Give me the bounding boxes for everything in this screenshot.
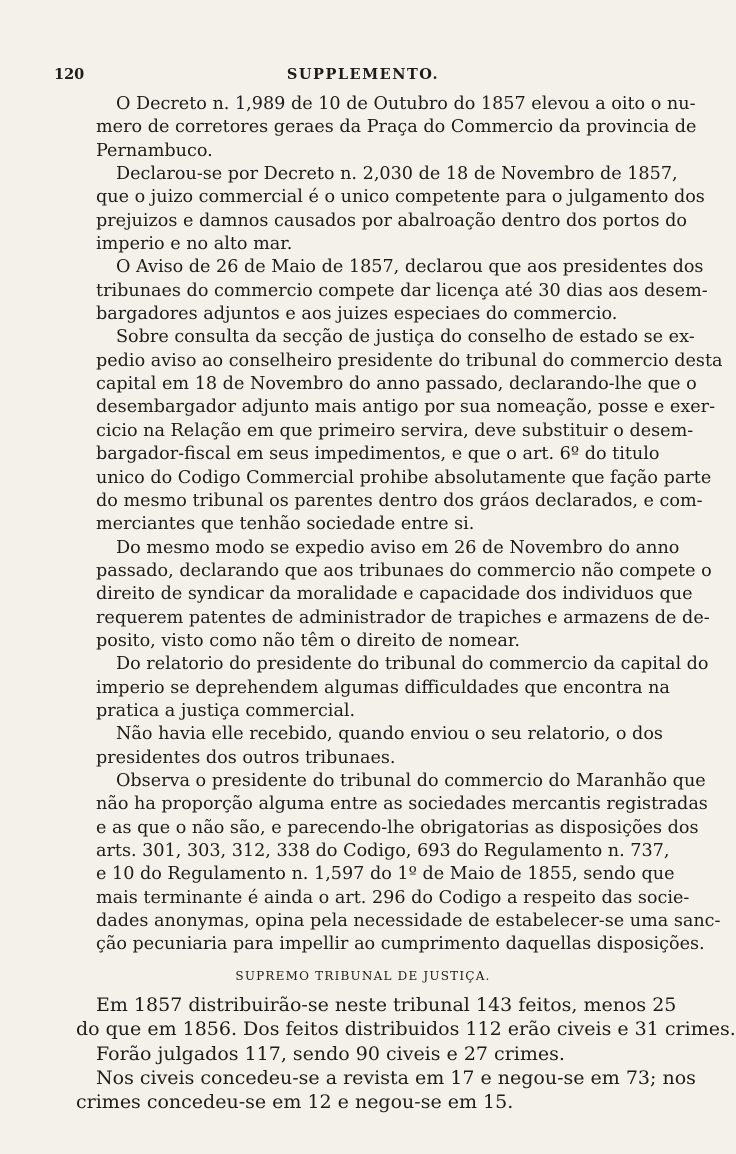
text-line: Não havia elle recebido, quando enviou o seu relatorio, o dos (116, 724, 663, 745)
paragraph (76, 770, 721, 957)
text-line: pratica a justiça commercial. (96, 700, 356, 721)
text-line: bargadores adjuntos e aos juizes especiaes do commercio. (96, 304, 618, 325)
section-text (76, 993, 736, 1115)
text-line: e 10 do Regulamento n. 1,597 do 1º de Maio de 1855, sendo que (96, 864, 675, 885)
main-text (76, 93, 723, 957)
running-title: SUPPLEMENTO. (286, 66, 440, 83)
page-header (54, 66, 650, 86)
text-line: merciantes que tenhão sociedade entre si. (96, 514, 475, 535)
text-line: não ha proporção alguma entre as sociedades mercantis registradas (96, 794, 708, 815)
text-line: requerem patentes de administrador de trapiches e armazens de de- (96, 607, 710, 628)
paragraph (76, 93, 697, 163)
text-line: pedio aviso ao conselheiro presidente do tribunal do commercio desta (96, 350, 723, 371)
text-line: O Aviso de 26 de Maio de 1857, declarou que aos presidentes dos (116, 257, 704, 278)
text-line: crimes concedeu-se em 12 e negou-se em 15. (76, 1091, 514, 1114)
text-line: O Decreto n. 1,989 de 10 de Outubro do 1857 elevou a oito o nu- (116, 94, 696, 114)
text-line: Declarou-se por Decreto n. 2,030 de 18 de Novembro de 1857, (116, 164, 678, 185)
paragraph (76, 1066, 696, 1115)
text-line: arts. 301, 303, 312, 338 do Codigo, 693 do Regulamento n. 737, (96, 841, 670, 861)
text-line: Em 1857 distribuirão-se neste tribunal 143 feitos, menos 25 (96, 993, 677, 1016)
paragraph (76, 256, 708, 326)
text-line: prejuizos e damnos causados por abalroação dentro dos portos do (96, 210, 687, 231)
text-line: imperio e no alto mar. (96, 234, 293, 255)
text-line: do mesmo tribunal os parentes dentro dos gráos declarados, e com- (96, 490, 703, 511)
text-line: do que em 1856. Dos feitos distribuidos 112 erão civeis e 31 crimes. (76, 1018, 736, 1041)
text-line: Do relatorio do presidente do tribunal do commercio da capital do (116, 654, 709, 675)
page-body (76, 93, 736, 1115)
paragraph (76, 723, 663, 770)
section-title: SUPREMO TRIBUNAL DE JUSTIÇA. (235, 968, 491, 983)
paragraph (76, 993, 736, 1042)
text-line: Pernambuco. (96, 140, 213, 161)
text-line: capital em 18 de Novembro do anno passado, declarando-lhe que o (96, 374, 697, 395)
text-line: unico do Codigo Commercial prohibe absolutamente que fação parte (96, 467, 712, 488)
paragraph (76, 1042, 650, 1066)
text-line: mais terminante é ainda o art. 296 do Codigo a respeito das socie- (96, 887, 690, 908)
text-line: desembargador adjunto mais antigo por sua nomeação, posse e exer- (96, 397, 716, 418)
text-line: Forão julgados 117, sendo 90 civeis e 27 crimes. (96, 1042, 565, 1065)
text-line: passado, declarando que aos tribunaes do commercio não compete o (96, 560, 712, 581)
text-line: dades anonymas, opina pela necessidade de estabelecer-se uma sanc- (96, 911, 721, 932)
paragraph (76, 653, 709, 723)
paragraph (76, 326, 723, 536)
text-line: direito de syndicar da moralidade e capacidade dos individuos que (96, 584, 693, 605)
text-line: Sobre consulta da secção de justiça do conselho de estado se ex- (116, 327, 695, 348)
text-line: presidentes dos outros tribunaes. (96, 747, 396, 768)
text-line: tribunaes do commercio compete dar licença até 30 dias aos desem- (96, 280, 708, 301)
text-line: bargador-fiscal em seus impedimentos, e que o art. 6º do titulo (96, 444, 660, 465)
text-line: e as que o não são, e parecendo-lhe obrigatorias as disposições dos (96, 817, 699, 838)
text-line: imperio se deprehendem algumas difficuldades que encontra na (96, 677, 670, 698)
text-line: cicio na Relação em que primeiro servira, deve substituir o desem- (96, 420, 694, 441)
text-line: posito, visto como não têm o direito de nomear. (96, 630, 520, 651)
text-line: Nos civeis concedeu-se a revista em 17 e negou-se em 73; nos (96, 1066, 696, 1089)
text-line: Do mesmo modo se expedio aviso em 26 de Novembro do anno (116, 537, 680, 558)
text-line: ção pecuniaria para impellir ao cumprimento daquellas disposições. (96, 934, 705, 955)
paragraph (76, 537, 712, 654)
paragraph (76, 163, 705, 256)
page-number: 120 (54, 66, 85, 83)
text-line: que o juizo commercial é o unico competente para o julgamento dos (96, 187, 705, 208)
text-line: Observa o presidente do tribunal do commercio do Maranhão que (116, 770, 706, 791)
text-line: mero de corretores geraes da Praça do Commercio da provincia de (96, 117, 697, 138)
